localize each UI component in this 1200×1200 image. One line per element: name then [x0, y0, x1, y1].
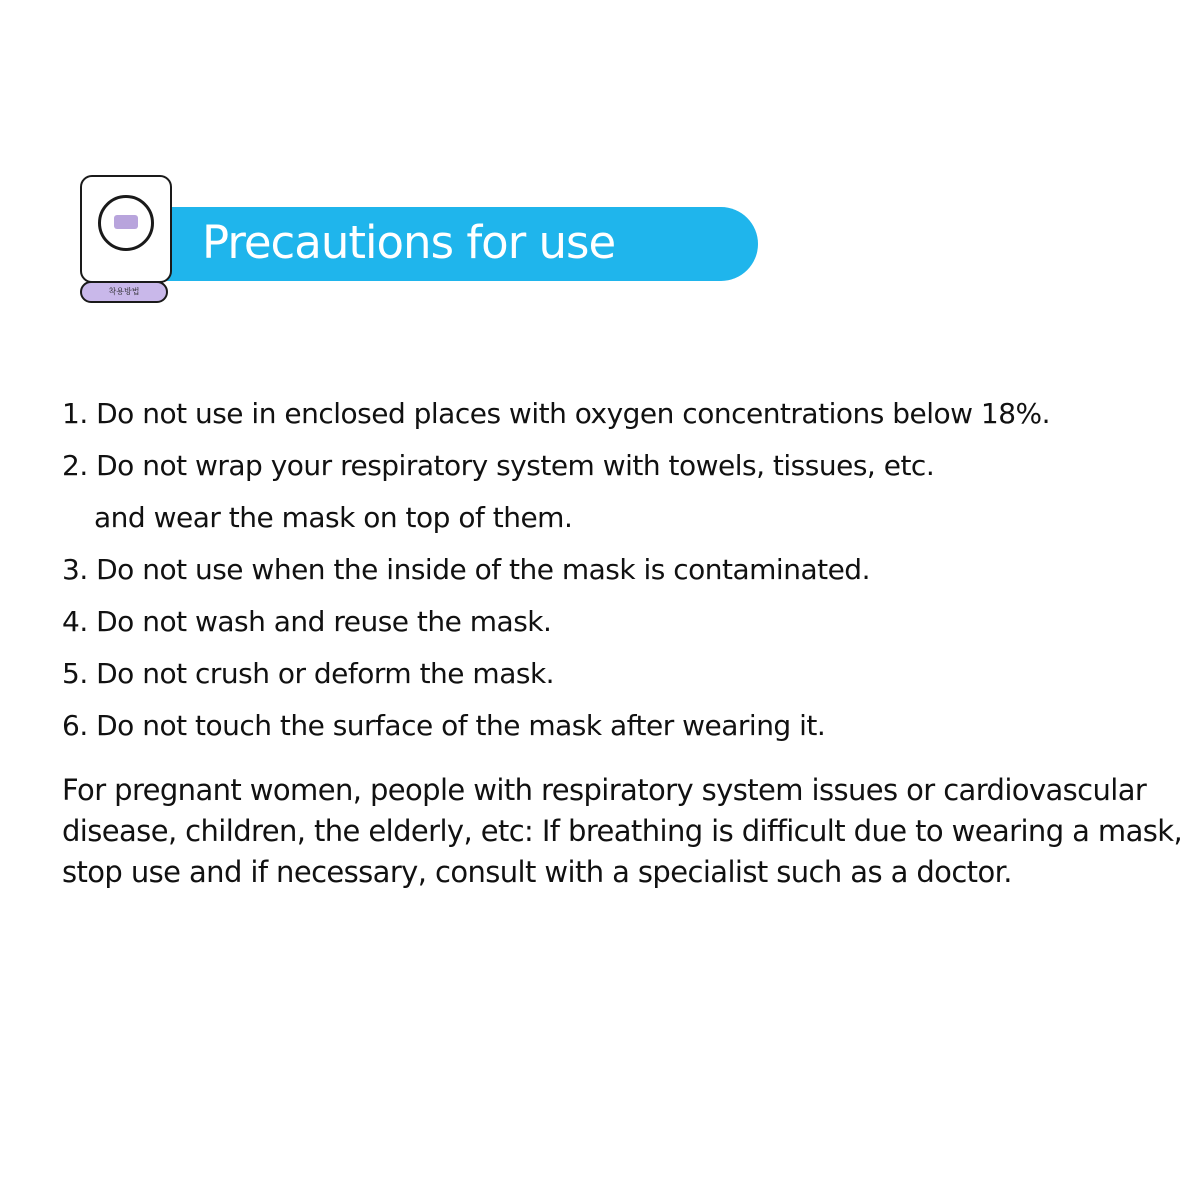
health-warning-note: [62, 770, 1183, 893]
note-line: stop use and if necessary, consult with a specialist such as a doctor.: [62, 855, 1012, 889]
mask-icon-card: [80, 175, 172, 283]
precaution-item-2-continued: and wear the mask on top of them.: [94, 501, 573, 534]
precaution-item-1: 1. Do not use in enclosed places with oxygen concentrations below 18%.: [62, 397, 1051, 430]
page-title: Precautions for use: [202, 216, 616, 269]
note-line: disease, children, the elderly, etc: If breathing is difficult due to wearing a mask,: [62, 814, 1183, 848]
mask-icon: [98, 195, 154, 251]
precaution-item-4: 4. Do not wash and reuse the mask.: [62, 605, 552, 638]
precaution-item-5: 5. Do not crush or deform the mask.: [62, 657, 555, 690]
precaution-item-2: 2. Do not wrap your respiratory system with towels, tissues, etc.: [62, 449, 935, 482]
precautions-list: [62, 388, 1162, 752]
precaution-item-6: 6. Do not touch the surface of the mask after wearing it.: [62, 709, 826, 742]
precaution-item-3: 3. Do not use when the inside of the mask is contaminated.: [62, 553, 870, 586]
usage-badge: 착용방법: [80, 281, 168, 303]
note-line: For pregnant women, people with respiratory system issues or cardiovascular: [62, 773, 1147, 807]
mask-shape: [114, 215, 138, 229]
section-header: [78, 175, 688, 310]
